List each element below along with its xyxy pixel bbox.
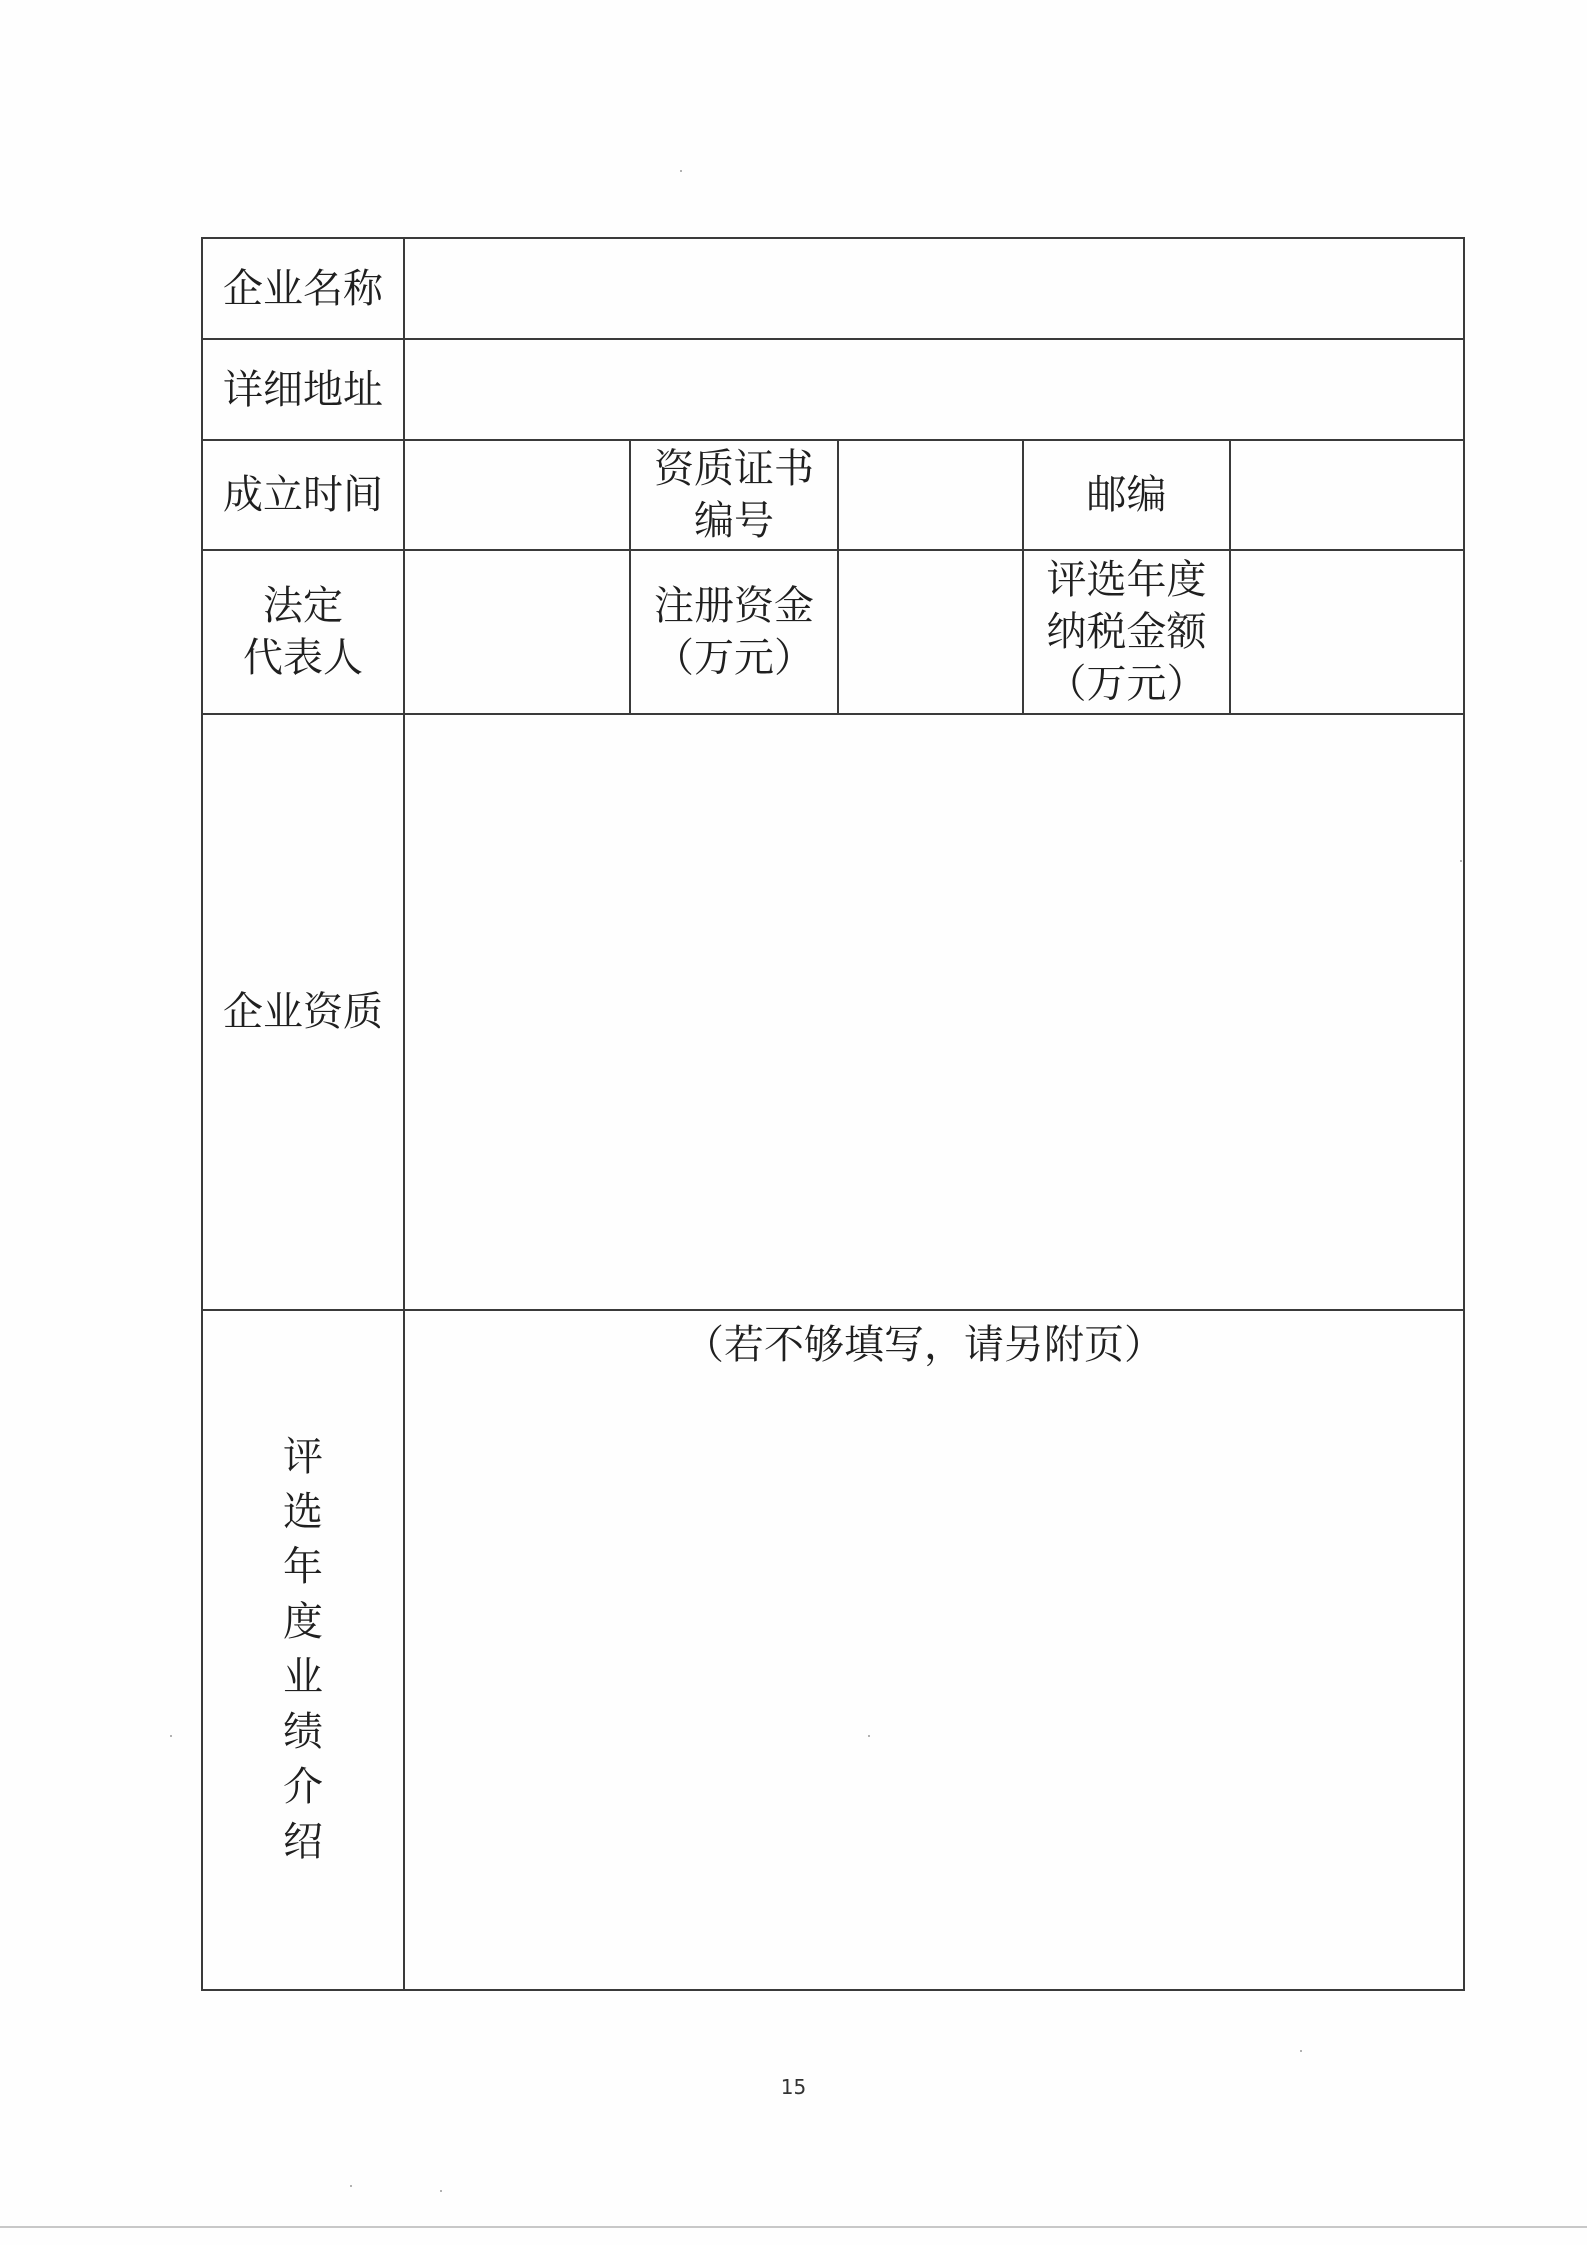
scan-speck (868, 1735, 870, 1737)
performance-label-char-3: 年 (283, 1544, 323, 1590)
performance-label (202, 1310, 404, 1990)
address-field[interactable] (404, 339, 1464, 440)
registered-capital-label-line-2: （万元） (654, 635, 814, 681)
performance-label-char-4: 度 (283, 1599, 323, 1645)
registered-capital-field[interactable] (838, 550, 1023, 714)
legal-rep-field[interactable] (404, 550, 630, 714)
performance-note: （若不够填写，请另附页） (684, 1322, 1165, 1368)
founded-label: 成立时间 (202, 440, 404, 550)
scan-speck (440, 2190, 442, 2192)
enterprise-info-form (201, 237, 1465, 1991)
legal-rep-label (202, 550, 404, 714)
legal-rep-label-line-1: 法定 (263, 583, 343, 629)
cert-number-field[interactable] (838, 440, 1023, 550)
company-name-field[interactable] (404, 238, 1464, 339)
row-founded-cert-postcode (202, 440, 1464, 550)
qualification-field[interactable] (404, 714, 1464, 1310)
registered-capital-label-line-1: 注册资金 (654, 583, 814, 629)
registered-capital-label (630, 550, 838, 714)
scan-speck (1300, 2050, 1302, 2052)
tax-amount-field[interactable] (1230, 550, 1464, 714)
row-qualification (202, 714, 1464, 1310)
tax-amount-label-line-1: 评选年度 (1046, 557, 1207, 603)
company-name-label: 企业名称 (202, 238, 404, 339)
postcode-field[interactable] (1230, 440, 1464, 550)
qualification-label: 企业资质 (202, 714, 404, 1310)
row-performance (202, 1310, 1464, 1990)
address-label: 详细地址 (202, 339, 404, 440)
performance-label-char-8: 绍 (283, 1819, 323, 1865)
tax-amount-label-line-2: 纳税金额 (1046, 609, 1207, 655)
cert-number-label-line-1: 资质证书 (654, 446, 814, 492)
page-number: 15 (780, 2075, 807, 2099)
performance-label-char-5: 业 (283, 1654, 323, 1700)
performance-label-char-7: 介 (283, 1764, 323, 1810)
postcode-label: 邮编 (1023, 440, 1230, 550)
tax-amount-label (1023, 550, 1230, 714)
performance-label-char-2: 选 (283, 1489, 323, 1535)
scan-speck (1460, 860, 1462, 862)
scan-speck (680, 170, 682, 172)
legal-rep-label-line-2: 代表人 (243, 635, 363, 681)
founded-field[interactable] (404, 440, 630, 550)
cert-number-label-line-2: 编号 (694, 498, 774, 544)
row-legal-capital-tax (202, 550, 1464, 714)
row-address (202, 339, 1464, 440)
scan-speck (170, 1735, 172, 1737)
performance-label-char-1: 评 (283, 1434, 323, 1480)
tax-amount-label-line-3: （万元） (1046, 661, 1207, 707)
cert-number-label (630, 440, 838, 550)
performance-field[interactable] (404, 1310, 1464, 1990)
scan-speck (350, 2185, 352, 2187)
scan-edge-line (0, 2226, 1587, 2228)
performance-label-char-6: 绩 (283, 1709, 323, 1755)
row-company-name (202, 238, 1464, 339)
